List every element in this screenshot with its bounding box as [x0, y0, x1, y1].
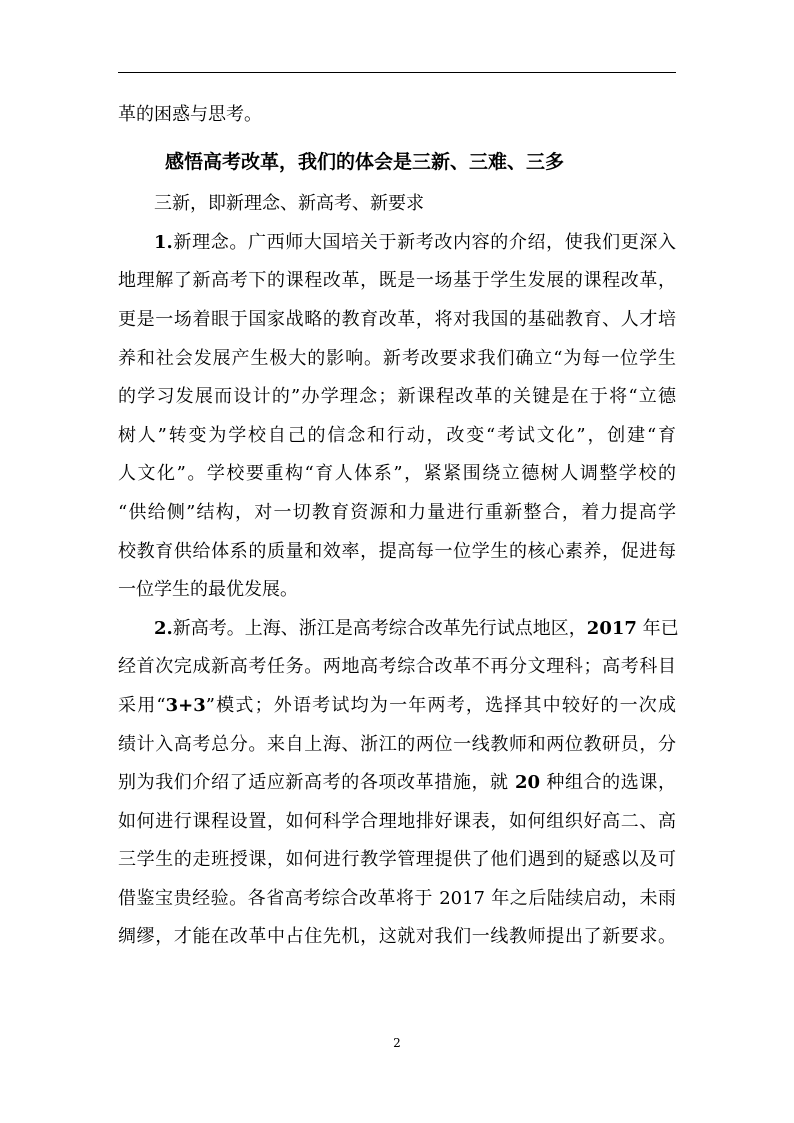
paragraph-line: 的学习发展而设计的”办学理念；新课程改革的关键是在于将“立德: [118, 386, 676, 408]
paragraph-new-gaokao: [118, 610, 679, 957]
paragraph-line: 一位学生的最优发展。: [118, 579, 298, 601]
page-number: 2: [393, 1036, 401, 1050]
paragraph-line: 校教育供给体系的质量和效率，提高每一位学生的核心素养，促进每: [118, 540, 676, 562]
model-3-plus-3: 3+3: [165, 694, 206, 716]
combo-count: 20: [514, 772, 541, 794]
paragraph-line: 1.新理念。广西师大国培关于新考改内容的介绍，使我们更深入: [154, 231, 676, 253]
paragraph-line: 树人”转变为学校自己的信念和行动，改变“考试文化”，创建“育: [118, 424, 676, 446]
paragraph-line: 采用“3+3”模式；外语考试均为一年两考，选择其中较好的一次成: [118, 694, 676, 716]
paragraph-line: 绸缪，才能在改革中占住先机，这就对我们一线教师提出了新要求。: [118, 926, 676, 948]
paragraph-line: “供给侧”结构，对一切教育资源和力量进行重新整合，着力提高学: [118, 501, 676, 523]
paragraph-line: 地理解了新高考下的课程改革，既是一场基于学生发展的课程改革，: [118, 270, 676, 292]
paragraph-line: 借鉴宝贵经验。各省高考综合改革将于 2017 年之后陆续启动，未雨: [118, 887, 676, 909]
section-heading: 感悟高考改革，我们的体会是三新、三难、三多: [165, 150, 565, 173]
paragraph-line: 2.新高考。上海、浙江是高考综合改革先行试点地区，2017 年已: [154, 617, 679, 639]
paragraph-line: 更是一场着眼于国家战略的教育改革，将对我国的基础教育、人才培: [118, 308, 676, 330]
paragraph-line: 绩计入高考总分。来自上海、浙江的两位一线教师和两位教研员，分: [118, 733, 676, 755]
paragraph-line: 人文化”。学校要重构“育人体系”，紧紧围绕立德树人调整学校的: [118, 463, 676, 485]
paragraph-new-concept: [118, 224, 676, 610]
paragraph-label: 1.: [154, 231, 173, 253]
subheading: 三新，即新理念、新高考、新要求: [154, 193, 424, 215]
paragraph-line: 三学生的走班授课，如何进行教学管理提供了他们遇到的疑惑以及可: [118, 849, 676, 871]
paragraph-line: 如何进行课程设置，如何科学合理地排好课表，如何组织好高二、高: [118, 810, 676, 832]
intro-fragment: 革的困惑与思考。: [118, 104, 262, 125]
paragraph-line: 别为我们介绍了适应新高考的各项改革措施，就 20 种组合的选课，: [118, 772, 676, 794]
paragraph-line: 经首次完成新高考任务。两地高考综合改革不再分文理科；高考科目: [118, 656, 676, 678]
paragraph-line: 养和社会发展产生极大的影响。新考改要求我们确立“为每一位学生: [118, 347, 676, 369]
year-2017: 2017: [586, 617, 637, 639]
page-body: [118, 96, 679, 957]
paragraph-label: 2.: [154, 617, 173, 639]
header-rule: [118, 72, 676, 73]
